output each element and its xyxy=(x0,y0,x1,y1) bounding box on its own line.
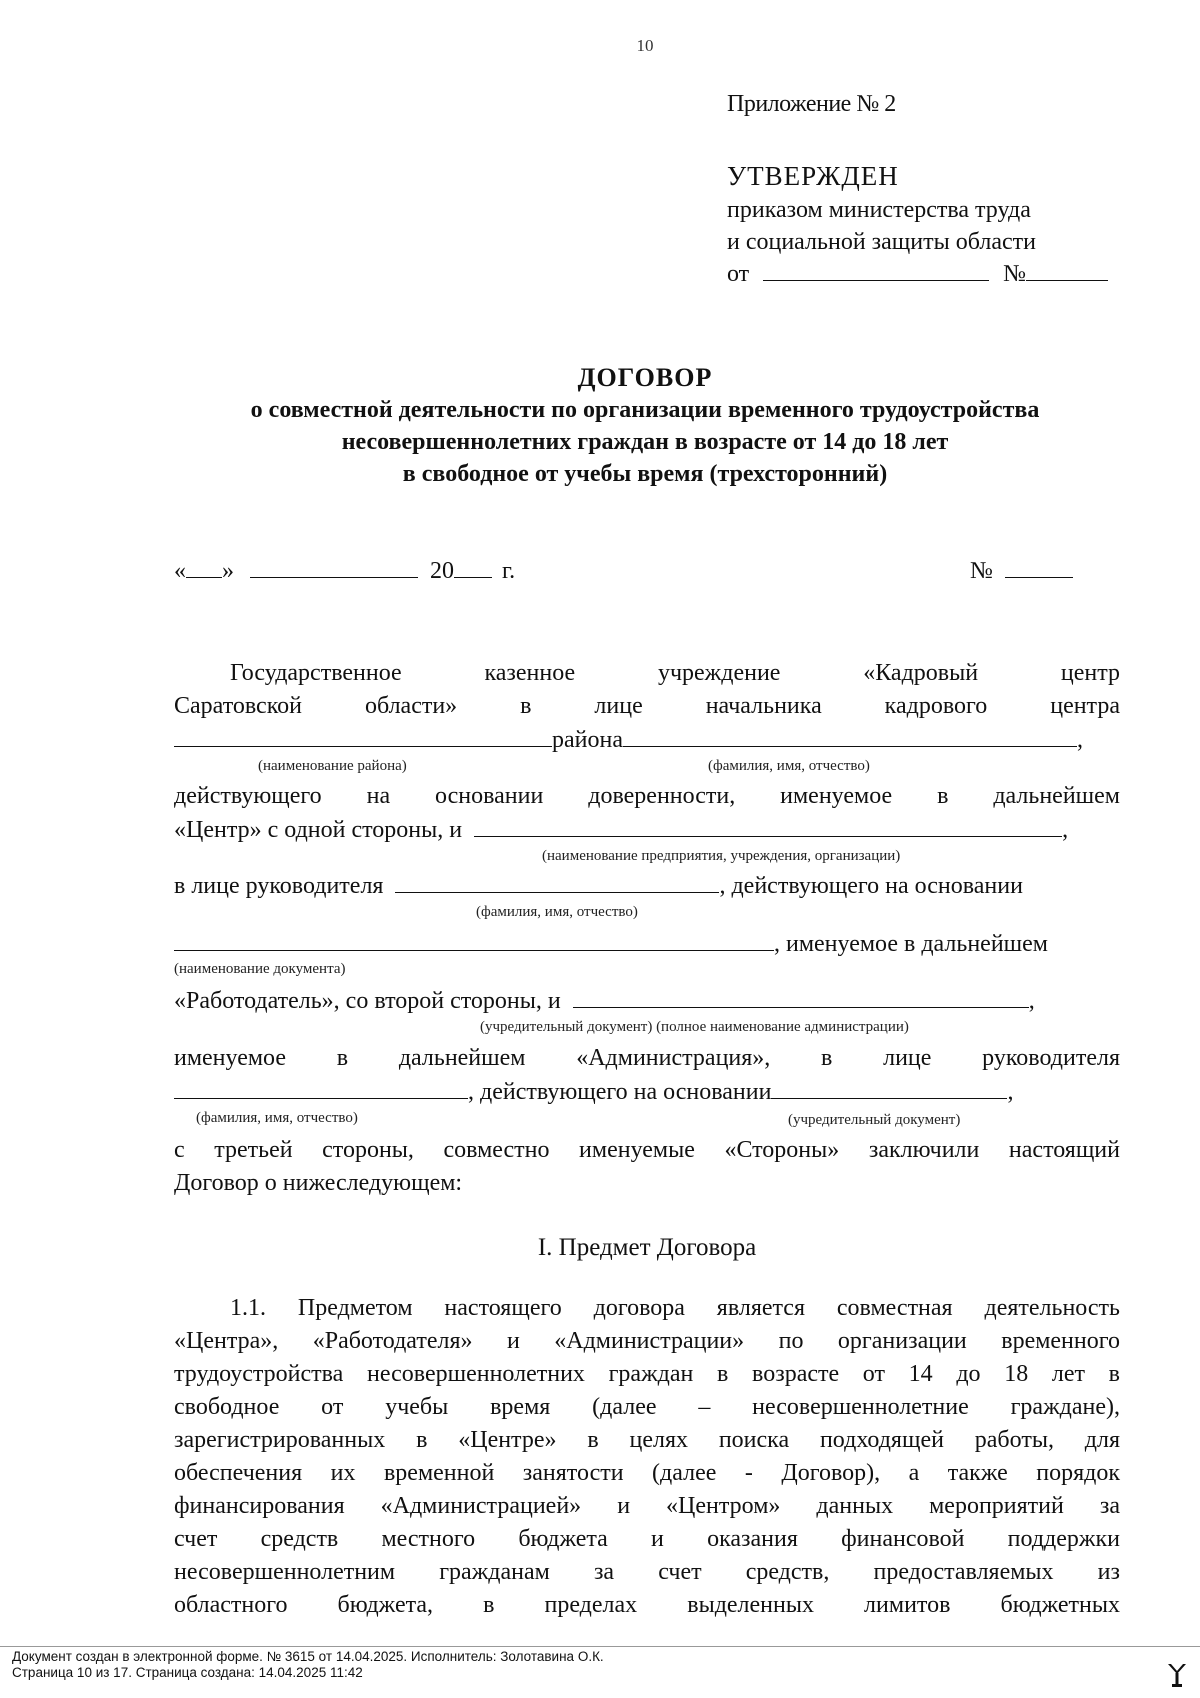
contract-number xyxy=(970,555,1073,585)
footer-line-1: Документ создан в электронной форме. № 3615 от 14.04.2025. Исполнитель: Золотавина О.К. xyxy=(12,1649,604,1664)
year-suffix: г. xyxy=(502,558,516,584)
title-main: ДОГОВОР xyxy=(577,363,713,392)
admin-head-blank xyxy=(174,1076,468,1099)
caption-district: (наименование района) xyxy=(258,758,407,774)
approval-date-line xyxy=(727,258,1147,290)
page-number: 10 xyxy=(636,36,654,55)
caption-employer-head: (фамилия, имя, отчество) xyxy=(476,904,638,920)
section-title: I. Предмет Договора xyxy=(537,1234,757,1261)
enterprise-blank xyxy=(474,814,1062,837)
caption-admin-document: (учредительный документ) xyxy=(788,1112,961,1128)
body-line-6 xyxy=(174,870,1120,902)
district-blank xyxy=(174,724,552,747)
center-party: «Центр» с одной стороны, и xyxy=(174,817,463,843)
head-label: в лице руководителя xyxy=(174,873,384,899)
day-blank xyxy=(186,555,222,578)
body-line-2: Саратовской области» в лице начальника кадрового центра xyxy=(174,693,1120,719)
paragraph-line: финансирования «Администрацией» и «Центром» данных мероприятий за xyxy=(174,1493,1120,1519)
year-prefix: 20 xyxy=(430,558,454,584)
title-line-2: несовершеннолетних граждан в возрасте от 14 до 18 лет xyxy=(341,429,949,455)
open-quote: « xyxy=(174,558,186,584)
body-line-1: Государственное казенное учреждение «Кадровый центр xyxy=(230,660,1120,686)
paragraph-line: трудоустройства несовершеннолетних граждан в возрасте от 14 до 18 лет в xyxy=(174,1361,1120,1387)
paragraph-line: «Центра», «Работодателя» и «Администрации» по организации временного xyxy=(174,1328,1120,1354)
appendix-label: Приложение № 2 xyxy=(727,91,896,117)
caption-document: (наименование документа) xyxy=(174,961,346,977)
title-line-1: о совместной деятельности по организации временного трудоустройства xyxy=(250,397,1040,423)
body-line-5 xyxy=(174,814,1120,846)
body-line-12: Договор о нижеследующем: xyxy=(174,1170,463,1196)
approved-label: УТВЕРЖДЕН xyxy=(727,161,899,191)
administration-blank xyxy=(573,985,1029,1008)
footer-line-2: Страница 10 из 17. Страница создана: 14.04.2025 11:42 xyxy=(12,1665,363,1680)
paragraph-line: зарегистрированных в «Центре» в целях поиска подходящей работы, для xyxy=(174,1427,1120,1453)
caption-administration: (учредительный документ) (полное наименование администрации) xyxy=(480,1019,909,1035)
from-label: от xyxy=(727,261,750,287)
contract-number-label: № xyxy=(970,558,993,584)
acting-basis: , действующего на основании xyxy=(468,1079,772,1105)
paragraph-line: 1.1. Предметом настоящего договора является совместная деятельность xyxy=(230,1295,1120,1321)
paragraph-line: несовершеннолетним гражданам за счет средств, предоставляемых из xyxy=(174,1559,1120,1585)
body-line-11: с третьей стороны, совместно именуемые «Стороны» заключили настоящий xyxy=(174,1137,1120,1163)
title-line-3: в свободное от учебы время (трехсторонний) xyxy=(402,461,888,487)
close-quote: » xyxy=(222,558,234,584)
paragraph-line: свободное от учебы время (далее – несовершеннолетние граждане), xyxy=(174,1394,1120,1420)
comma: , xyxy=(1028,988,1035,1014)
number-label: № xyxy=(1003,261,1027,287)
contract-date-line xyxy=(174,555,515,585)
date-blank xyxy=(763,258,989,281)
comma: , xyxy=(1062,817,1069,843)
approval-line-2: и социальной защиты области xyxy=(727,229,1036,255)
document-blank xyxy=(174,928,774,951)
body-line-9: именуемое в дальнейшем «Администрация», в лице руководителя xyxy=(174,1045,1120,1071)
paragraph-line: счет средств местного бюджета и оказания финансовой поддержки xyxy=(174,1526,1120,1552)
approval-line-1: приказом министерства труда xyxy=(727,197,1031,223)
month-blank xyxy=(250,555,418,578)
body-line-7 xyxy=(174,928,1120,960)
footer-divider xyxy=(0,1646,1200,1647)
caption-admin-head: (фамилия, имя, отчество) xyxy=(196,1110,358,1126)
approval-block xyxy=(727,88,1147,290)
employer-head-blank xyxy=(395,870,719,893)
comma: , xyxy=(1077,727,1083,753)
emblem-icon xyxy=(1166,1660,1188,1688)
number-blank xyxy=(1026,258,1108,281)
year-blank xyxy=(454,555,492,578)
paragraph-line: областного бюджета, в пределах выделенных лимитов бюджетных xyxy=(174,1592,1120,1618)
body-line-4: действующего на основании доверенности, именуемое в дальнейшем xyxy=(174,783,1120,809)
referred-as: , именуемое в дальнейшем xyxy=(774,931,1048,957)
caption-head-name: (фамилия, имя, отчество) xyxy=(708,758,870,774)
body-line-8 xyxy=(174,985,1120,1017)
head-name-blank xyxy=(623,724,1077,747)
caption-enterprise: (наименование предприятия, учреждения, организации) xyxy=(542,848,901,864)
document-title xyxy=(160,362,1130,490)
comma: , xyxy=(1007,1079,1014,1105)
acting-basis: , действующего на основании xyxy=(719,873,1023,899)
paragraph-line: обеспечения их временной занятости (далее - Договор), а также порядок xyxy=(174,1460,1120,1486)
body-line-3 xyxy=(174,724,1120,756)
body-line-10 xyxy=(174,1076,1120,1108)
district-word: района xyxy=(552,727,623,753)
footer xyxy=(12,1649,1152,1681)
contract-number-blank xyxy=(1005,555,1073,578)
admin-document-blank xyxy=(771,1076,1007,1099)
employer-party: «Работодатель», со второй стороны, и xyxy=(174,988,561,1014)
